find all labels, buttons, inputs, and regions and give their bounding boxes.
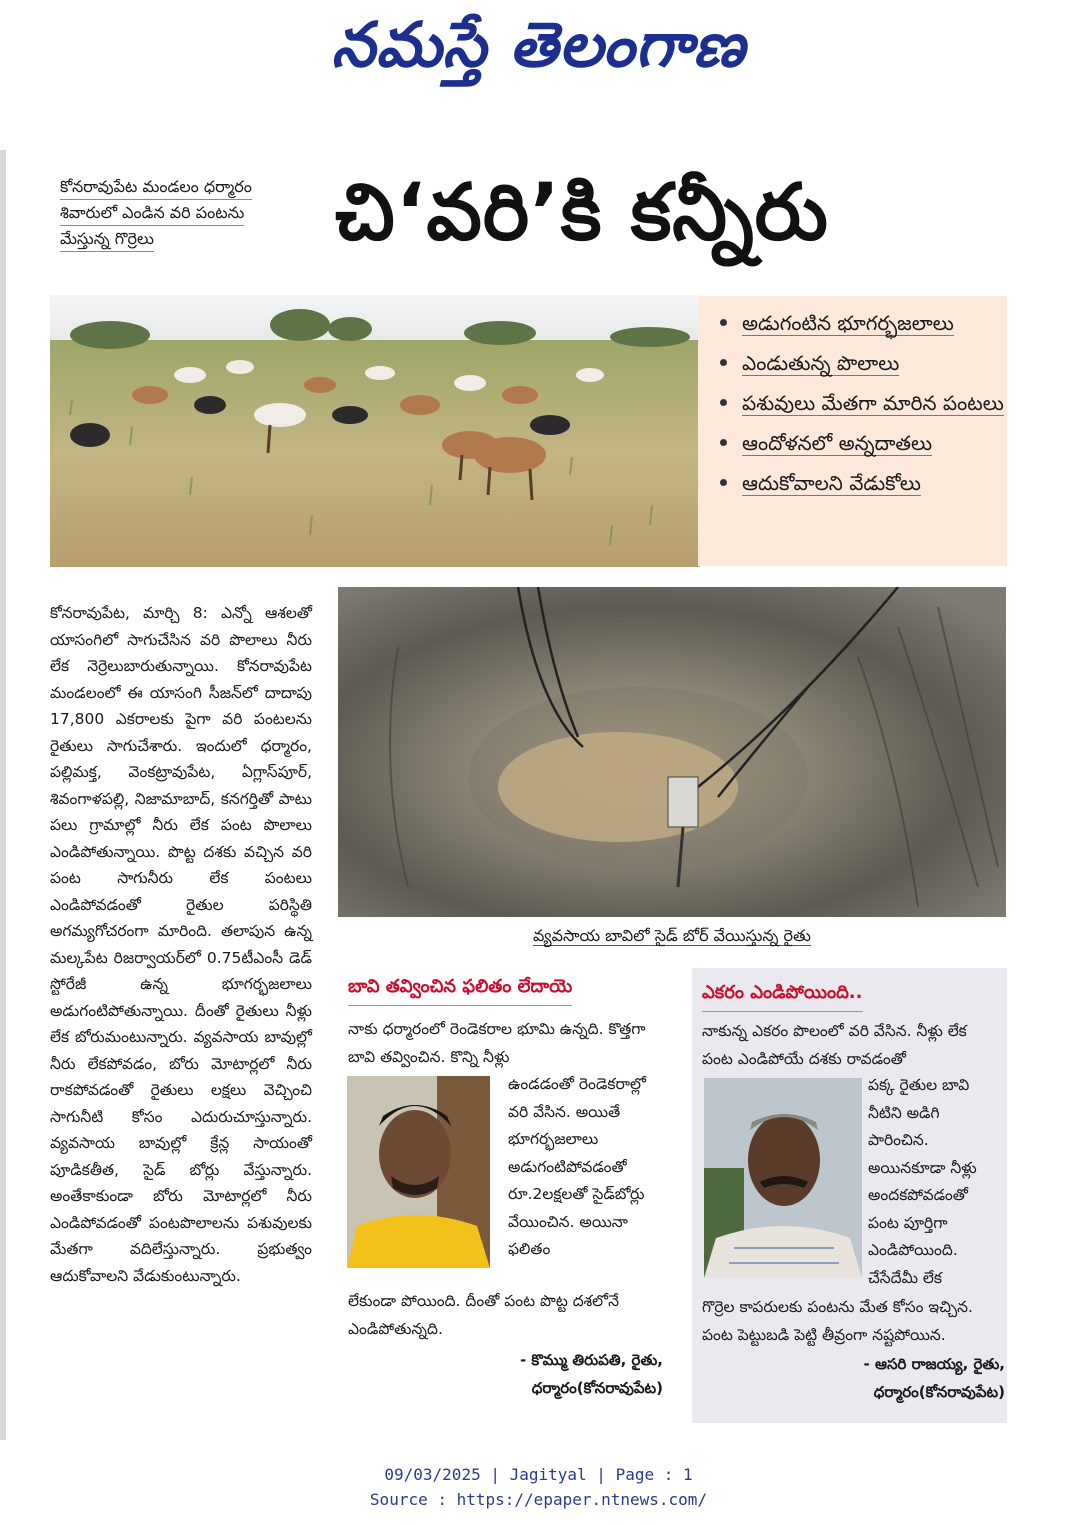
story-1-heading: బావి తవ్వించిన ఫలితం లేదాయె — [348, 976, 572, 1006]
bullet-item — [716, 426, 1007, 460]
goats-field-photo — [50, 295, 700, 567]
headline: చి‘వరి’కి కన్నీరు — [335, 168, 829, 258]
well-photo-caption — [338, 926, 1006, 949]
story-2-heading: ఎకరం ఎండిపోయింది.. — [702, 982, 863, 1012]
story-2-credit-name: - ఆసరి రాజయ్య, రైతు, — [863, 1355, 1005, 1373]
footer-date-line: 09/03/2025 | Jagityal | Page : 1 — [384, 1465, 693, 1484]
story-2-text-bottom: గొర్రెల కాపరులకు పంటను మేత కోసం ఇచ్చిన. పంట పెట్టుబడి పెట్టి తీవ్రంగా నష్టపోయిన. — [702, 1298, 973, 1344]
story-1-credit-place: ధర్మారం(కోనరావుపేట) — [531, 1379, 663, 1397]
bullet-text: ఆదుకోవాలని వేడుకోలు — [742, 471, 921, 495]
bullet-dot-icon — [720, 439, 727, 446]
story-2-text-top: నాకున్న ఎకరం పొలంలో వరి వేసిన. నీళ్లు లేక పంట ఎండిపోయే దశకు రావడంతో — [702, 1022, 967, 1068]
bullet-dot-icon — [720, 479, 727, 486]
bullet-dot-icon — [720, 399, 727, 406]
footer-source-line: Source : https://epaper.ntnews.com/ — [369, 1490, 708, 1509]
story-1-text-bottom: లేకుండా పోయింది. దీంతో పంట పొట్ట దశలోనే ఎండిపోతున్నది. — [348, 1292, 620, 1338]
bullet-item — [716, 466, 1007, 500]
main-story-text: కోనరావుపేట, మార్చి 8: ఎన్నో ఆశలతో యాసంగిలో సాగుచేసిన వరి పొలాలు నీరు లేక నెర్రెలుబారుతున్నాయి. కోనరావుపేట మండలంలో ఈ యాసంగి సీజన్‌లో దాదాపు 17,800 ఎకరాలకు పైగా వరి పంటలను రైతులు సాగుచేశారు. ఇందులో ధర్మారం, పల్లిమక్త, వెంకట్రావుపేట, ఏగ్లాస్‌పూర్, శివంగాళపల్లి, నిజామాబాద్, కనగర్తితో పాటు పలు గ్రామాల్లో నీరు లేక పంట పొలాలు ఎండిపోతున్నాయి. పొట్ట దశకు వచ్చిన వరి పంట సాగునీరు లేక పంటలు ఎండిపోవడంతో రైతుల పరిస్థితి అగమ్యగోచరంగా మారింది. తలాపున ఉన్న మల్కపేట రిజర్వాయర్‌లో 0.75టీఎంసీ డెడ్ స్టోరేజీ ఉన్న భూగర్భజలాలు అడుగంటిపోతున్నాయి. దీంతో రైతులు నీళ్లు లేక బోరుమంటున్నారు. వ్యవసాయ బావుల్లో నీరు లేకపోవడం, బోరు మోటార్లలో నీరు రాకపోవడంతో రైతులు లక్షలు వెచ్చించి సాగునీటి కోసం ఎదురుచూస్తున్నారు. వ్యవసాయ బావుల్లో క్రేన్ల సాయంతో పూడికతీత, సైడ్ బోర్లు వేస్తున్నారు. అంతేకాకుండా బోరు మోటార్లలో నీరు ఎండిపోవడంతో పంటపొలాలను పశువులకు మేతగా వదిలేస్తున్నారు. ప్రభుత్వం ఆదుకోవాలని వేడుకుంటున్నారు. — [50, 604, 312, 1285]
story-1-credit-name: - కొమ్ము తిరుపతి, రైతు, — [519, 1351, 663, 1369]
bullet-text: పశువులు మేతగా మారిన పంటలు — [742, 391, 1004, 415]
caption-line: మేస్తున్న గొర్రెలు — [60, 226, 154, 252]
page-footer — [0, 1462, 1077, 1512]
story-1-text-side: ఉండడంతో రెండెకరాల్లో వరి వేసిన. అయితే భూగర్భజలాలు అడుగంటిపోవడంతో రూ.2లక్షలతో సైడ్‌బోర్లు వేయించిన. అయినా ఫలితం — [508, 1075, 646, 1258]
caption-line: శివారులో ఎండిన వరి పంటను — [60, 200, 244, 226]
page-edge-rule — [0, 150, 6, 1440]
farmer-portrait-1 — [347, 1076, 490, 1268]
story-2-text-side: పక్క రైతుల బావి నీటిని అడిగి పారించిన. అయినకూడా నీళ్లు అందకపోవడంతో పంట పూర్తిగా ఎండిపోయింది. చేసేదేమీ లేక — [868, 1076, 977, 1287]
caption-line: కోనరావుపేట మండలం ధర్మారం — [60, 174, 252, 200]
bullet-item — [716, 306, 1007, 340]
well-caption-text: వ్యవసాయ బావిలో సైడ్ బోర్ వేయిస్తున్న రైతు — [533, 926, 811, 945]
farmer-portrait-2 — [704, 1078, 862, 1278]
story-1-text-top: నాకు ధర్మారంలో రెండెకరాల భూమి ఉన్నది. కొత్తగా బావి తవ్వించిన. కొన్ని నీళ్లు — [348, 1020, 646, 1066]
bullet-text: అడుగంటిన భూగర్భజలాలు — [742, 311, 954, 335]
well-photo — [338, 587, 1006, 917]
key-points-box — [698, 296, 1007, 566]
photo-caption-top — [60, 174, 320, 252]
bullet-text: ఎండుతున్న పొలాలు — [742, 351, 900, 375]
bullet-text: ఆందోళనలో అన్నదాతలు — [742, 431, 933, 455]
bullet-dot-icon — [720, 359, 727, 366]
story-2-credit-place: ధర్మారం(కోనరావుపేట) — [873, 1383, 1005, 1401]
masthead-logo: నమస్తే తెలంగాణ — [331, 8, 746, 81]
bullet-item — [716, 346, 1007, 380]
bullet-dot-icon — [720, 319, 727, 326]
bullet-item — [716, 386, 1007, 420]
